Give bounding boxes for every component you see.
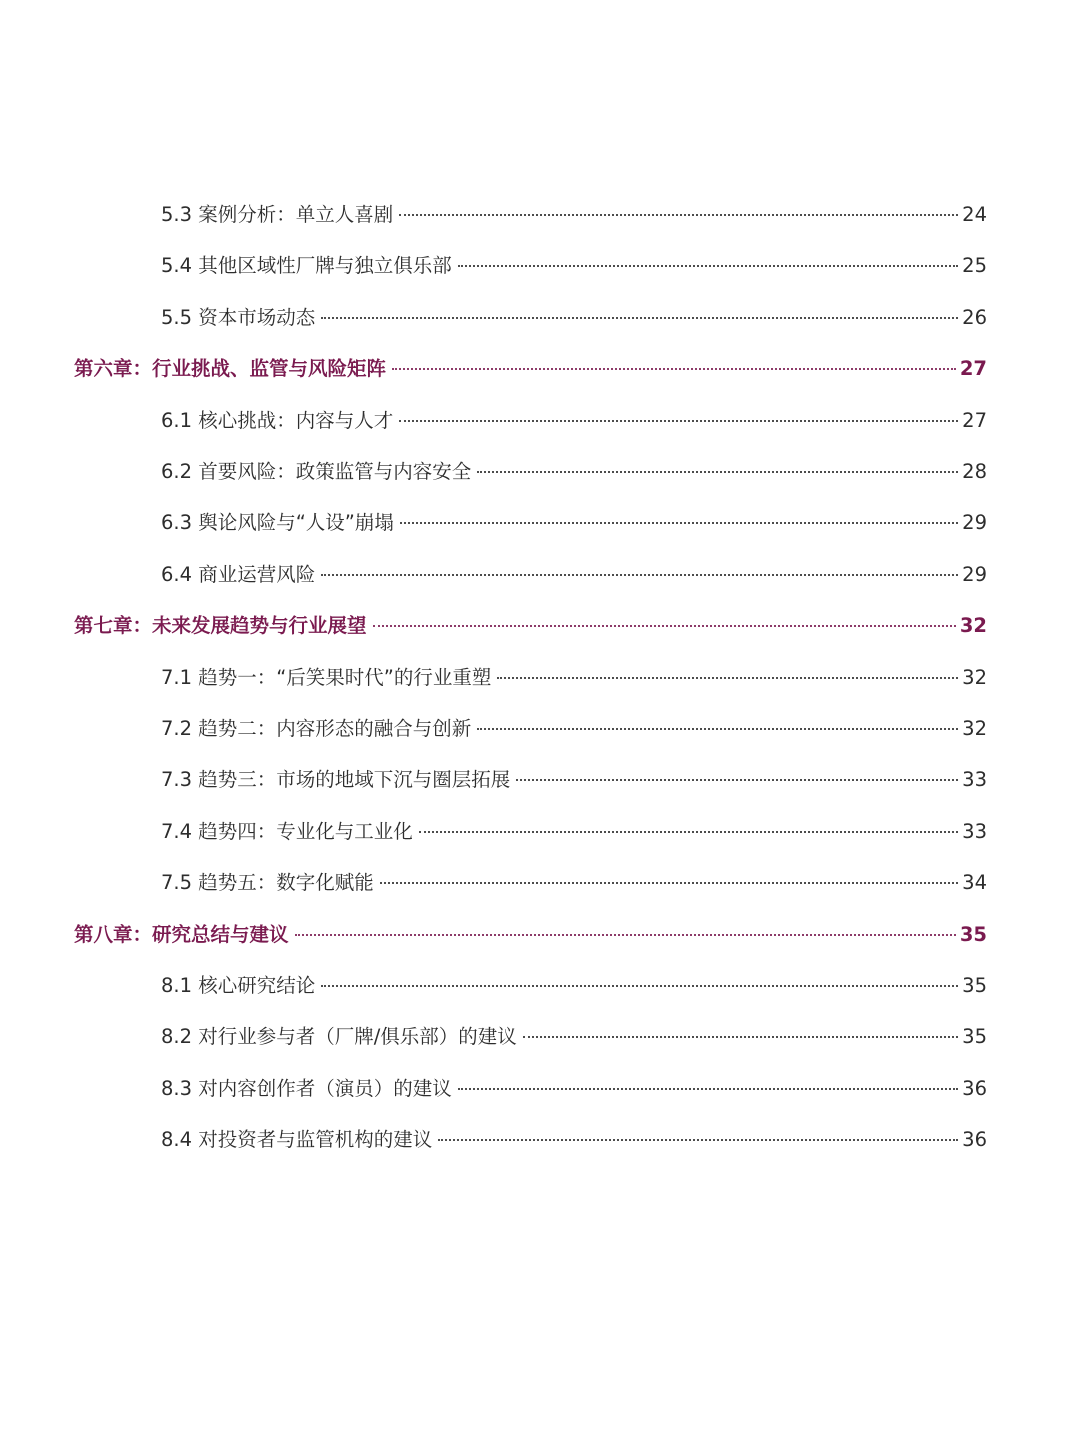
toc-section-entry[interactable] bbox=[161, 200, 987, 230]
dot-leader bbox=[419, 831, 958, 833]
dot-leader bbox=[477, 728, 958, 730]
toc-section-entry[interactable] bbox=[161, 1074, 987, 1104]
toc-chapter-entry[interactable] bbox=[74, 611, 987, 641]
dot-leader bbox=[497, 677, 958, 679]
toc-entry-page-number: 32 bbox=[962, 717, 987, 740]
toc-section-entry[interactable] bbox=[161, 560, 987, 590]
toc-entry-title: 8.2 对行业参与者（厂牌/俱乐部）的建议 bbox=[161, 1025, 517, 1049]
dot-leader bbox=[321, 985, 958, 987]
toc-entry-page-number: 32 bbox=[959, 614, 987, 638]
toc-entry-page-number: 36 bbox=[962, 1128, 987, 1152]
toc-entry-title: 第八章：研究总结与建议 bbox=[74, 922, 289, 946]
toc-section-entry[interactable] bbox=[161, 1125, 987, 1155]
toc-entry-title: 第七章：未来发展趋势与行业展望 bbox=[74, 614, 367, 638]
toc-entry-page-number: 26 bbox=[962, 305, 987, 329]
toc-section-entry[interactable] bbox=[161, 817, 987, 847]
toc-section-entry[interactable] bbox=[161, 406, 987, 436]
toc-entry-page-number: 35 bbox=[962, 1025, 987, 1049]
toc-entry-page-number: 33 bbox=[962, 819, 987, 843]
toc-entry-title: 8.3 对内容创作者（演员）的建议 bbox=[161, 1076, 452, 1100]
toc-entry-title: 8.1 核心研究结论 bbox=[161, 974, 316, 997]
toc-section-entry[interactable] bbox=[161, 765, 987, 795]
toc-entry-title: 5.5 资本市场动态 bbox=[161, 305, 316, 329]
toc-section-entry[interactable] bbox=[161, 1022, 987, 1052]
toc-entry-page-number: 35 bbox=[962, 974, 987, 997]
toc-entry-title: 第六章：行业挑战、监管与风险矩阵 bbox=[74, 357, 387, 381]
toc-entry-page-number: 35 bbox=[959, 922, 987, 946]
toc-section-entry[interactable] bbox=[161, 714, 987, 744]
toc-entry-title: 5.3 案例分析：单立人喜剧 bbox=[161, 203, 394, 226]
dot-leader bbox=[516, 779, 958, 781]
toc-entry-page-number: 27 bbox=[959, 357, 987, 381]
dot-leader bbox=[295, 934, 956, 936]
toc-section-entry[interactable] bbox=[161, 251, 987, 281]
toc-entry-title: 6.1 核心挑战：内容与人才 bbox=[161, 408, 394, 432]
dot-leader bbox=[523, 1036, 958, 1038]
dot-leader bbox=[399, 214, 958, 216]
toc-entry-title: 7.2 趋势二：内容形态的融合与创新 bbox=[161, 717, 472, 740]
dot-leader bbox=[458, 265, 958, 267]
dot-leader bbox=[477, 471, 958, 473]
toc-section-entry[interactable] bbox=[161, 868, 987, 898]
toc-entry-title: 7.1 趋势一：“后笑果时代”的行业重塑 bbox=[161, 665, 492, 689]
toc-entry-title: 5.4 其他区域性厂牌与独立俱乐部 bbox=[161, 254, 452, 278]
toc-entry-page-number: 32 bbox=[962, 665, 987, 689]
toc-entry-title: 6.2 首要风险：政策监管与内容安全 bbox=[161, 460, 472, 483]
toc-chapter-entry[interactable] bbox=[74, 920, 987, 950]
toc-entry-page-number: 36 bbox=[962, 1076, 987, 1100]
toc-entry-page-number: 28 bbox=[962, 460, 987, 483]
dot-leader bbox=[399, 420, 958, 422]
dot-leader bbox=[392, 368, 956, 370]
toc-entry-title: 7.3 趋势三：市场的地域下沉与圈层拓展 bbox=[161, 768, 511, 792]
toc-entry-title: 7.4 趋势四：专业化与工业化 bbox=[161, 819, 413, 843]
dot-leader bbox=[400, 522, 958, 524]
toc-entry-title: 8.4 对投资者与监管机构的建议 bbox=[161, 1128, 433, 1152]
toc-section-entry[interactable] bbox=[161, 457, 987, 487]
toc-chapter-entry[interactable] bbox=[74, 354, 987, 384]
toc-entry-title: 6.4 商业运营风险 bbox=[161, 562, 316, 586]
toc-section-entry[interactable] bbox=[161, 303, 987, 333]
toc-entry-title: 6.3 舆论风险与“人设”崩塌 bbox=[161, 511, 394, 535]
toc-entry-page-number: 25 bbox=[962, 254, 987, 278]
toc-entry-title: 7.5 趋势五：数字化赋能 bbox=[161, 871, 374, 895]
toc-entry-page-number: 33 bbox=[962, 768, 987, 792]
dot-leader bbox=[321, 574, 958, 576]
dot-leader bbox=[380, 882, 958, 884]
toc-entry-page-number: 27 bbox=[962, 408, 987, 432]
toc-entry-page-number: 34 bbox=[962, 871, 987, 895]
toc-entry-page-number: 24 bbox=[962, 203, 987, 226]
toc-entry-page-number: 29 bbox=[962, 562, 987, 586]
dot-leader bbox=[373, 625, 956, 627]
toc-section-entry[interactable] bbox=[161, 971, 987, 1001]
dot-leader bbox=[321, 317, 958, 319]
dot-leader bbox=[438, 1139, 958, 1141]
dot-leader bbox=[458, 1088, 958, 1090]
toc-section-entry[interactable] bbox=[161, 508, 987, 538]
toc-section-entry[interactable] bbox=[161, 663, 987, 693]
toc-entry-page-number: 29 bbox=[962, 511, 987, 535]
